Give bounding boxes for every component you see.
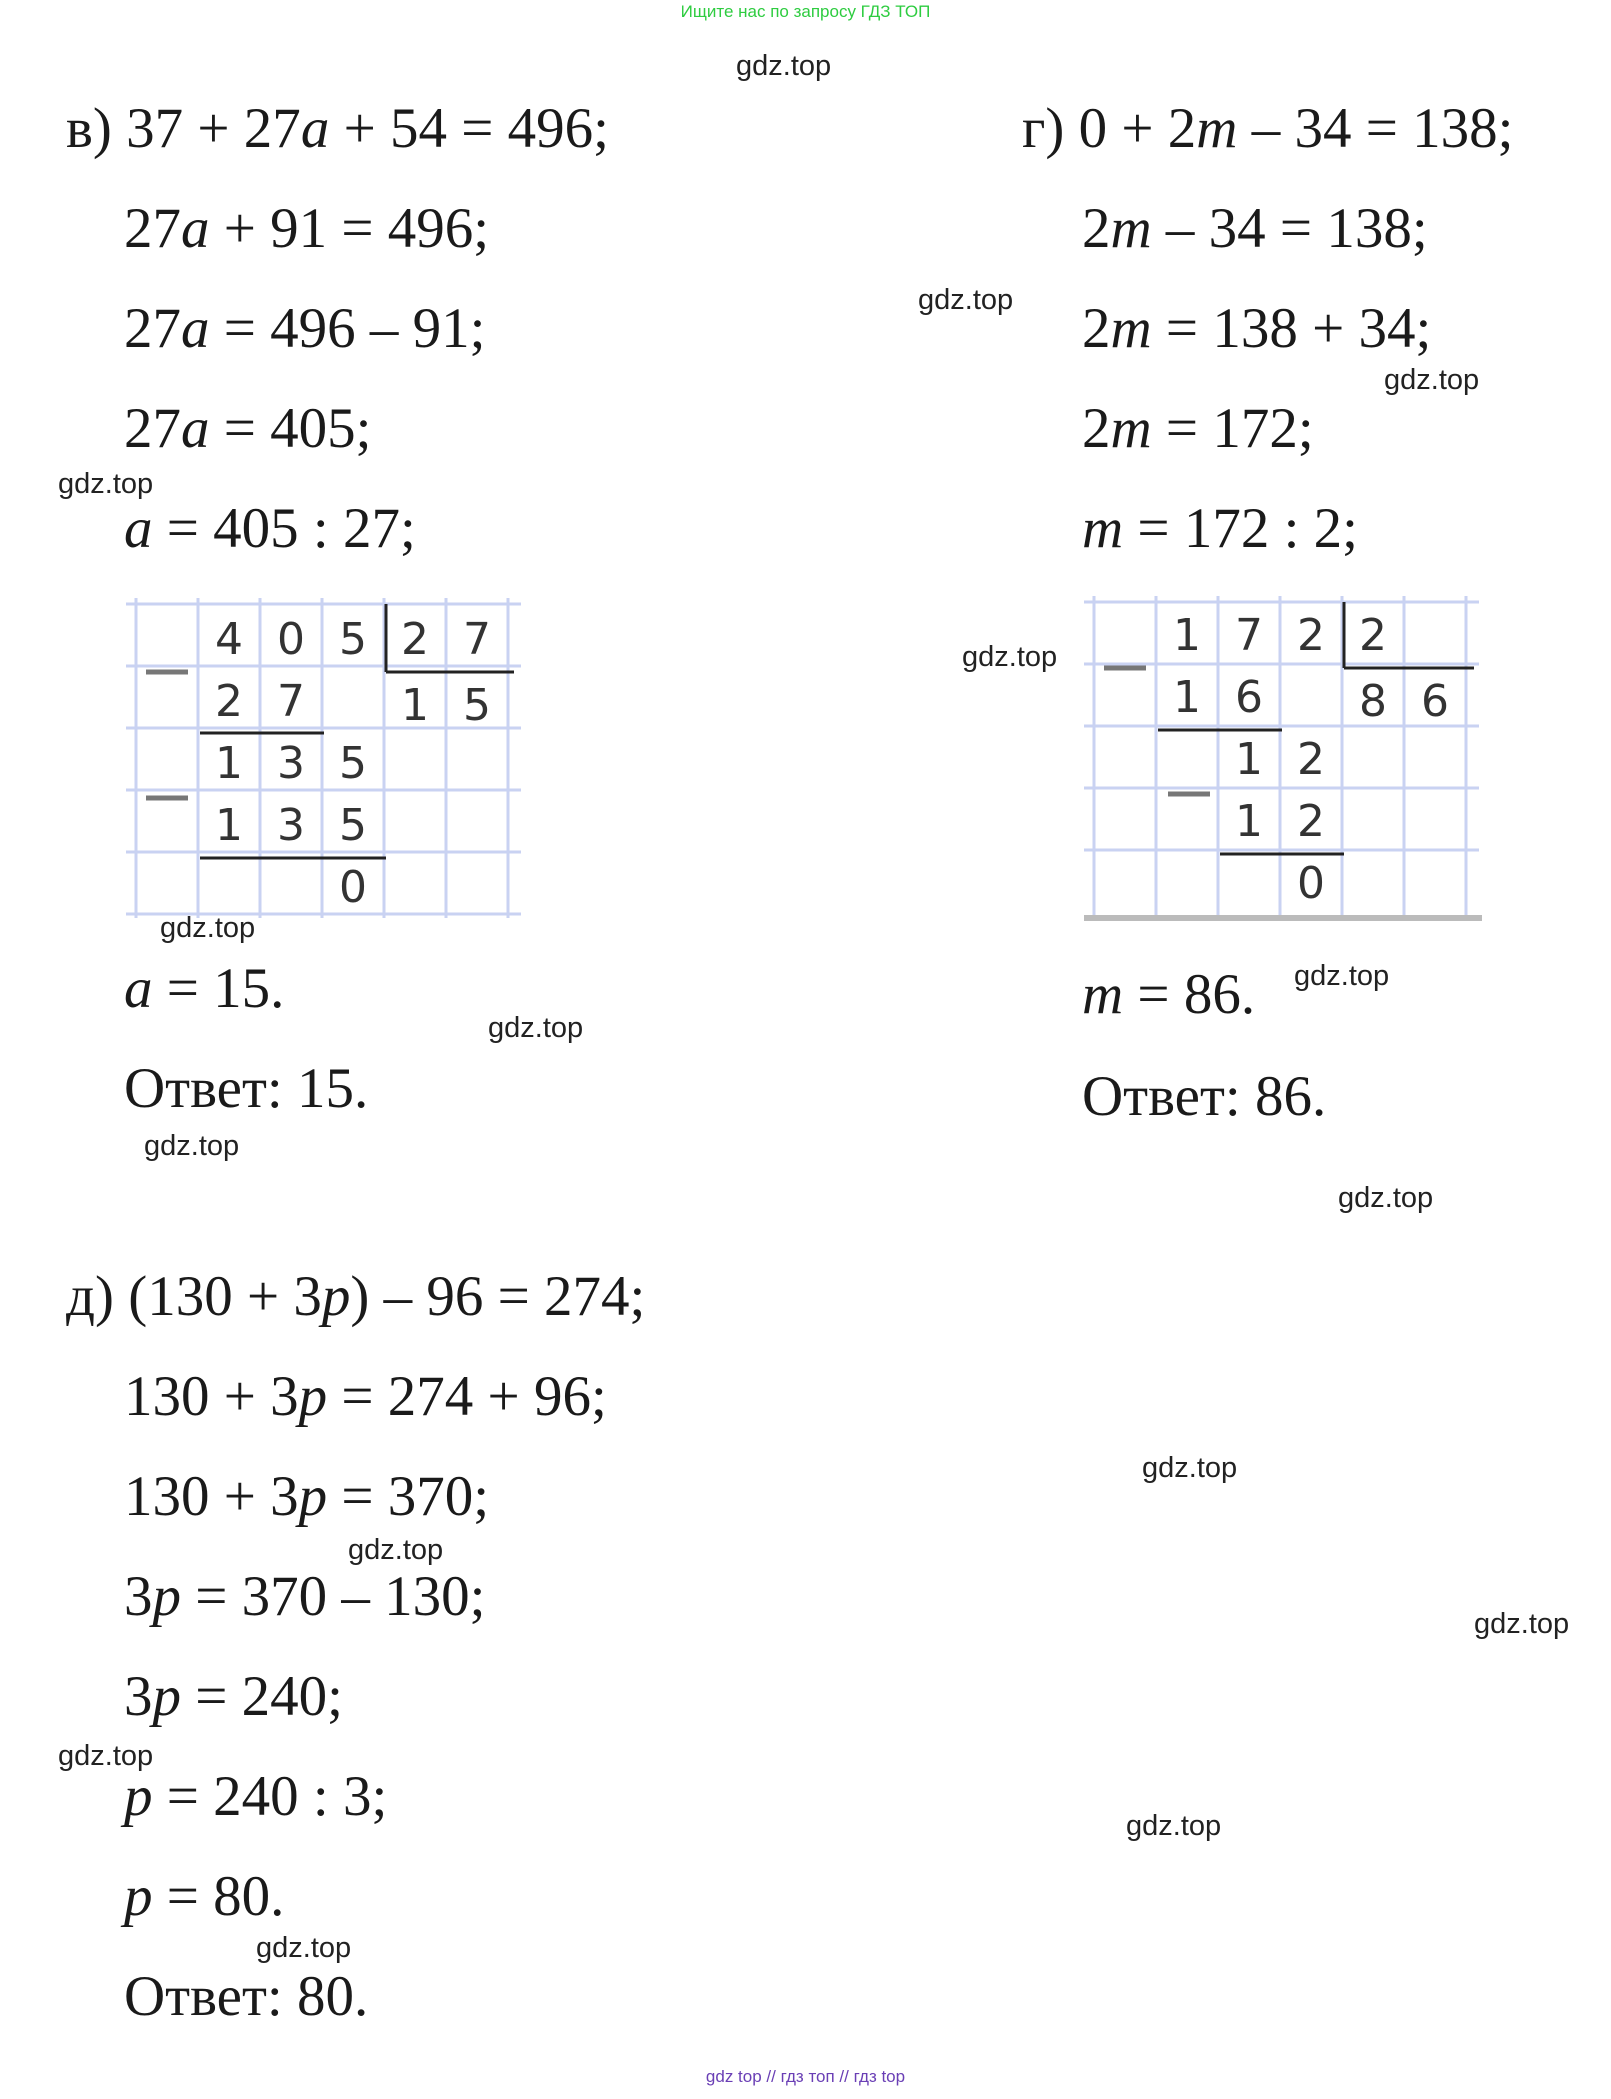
svg-text:1: 1 <box>401 680 429 731</box>
part-v-line-3: 27a = 496 – 91; <box>124 297 486 360</box>
watermark: gdz.top <box>160 912 256 944</box>
part-g-label: г) <box>1022 97 1065 160</box>
svg-text:7: 7 <box>277 676 305 727</box>
svg-text:7: 7 <box>1235 610 1263 661</box>
watermark: gdz.top <box>962 641 1058 673</box>
part-v-long-division <box>126 596 526 926</box>
svg-text:0: 0 <box>1297 858 1325 909</box>
watermark: gdz.top <box>58 468 154 500</box>
svg-text:1: 1 <box>215 800 243 851</box>
watermark: gdz.top <box>256 1932 352 1964</box>
watermark: gdz.top <box>736 50 832 82</box>
part-v-line-1: в) 37 + 27a + 54 = 496; <box>66 97 609 160</box>
part-d-line-7: p = 80. <box>124 1865 285 1928</box>
svg-text:2: 2 <box>1297 796 1325 847</box>
svg-text:2: 2 <box>401 614 429 665</box>
watermark: gdz.top <box>1474 1608 1570 1640</box>
part-d-label: д) <box>66 1265 114 1328</box>
top-banner: Ищите нас по запросу ГДЗ ТОП <box>680 2 931 21</box>
watermark: gdz.top <box>1384 364 1480 396</box>
svg-text:2: 2 <box>215 676 243 727</box>
svg-text:2: 2 <box>1297 610 1325 661</box>
svg-text:1: 1 <box>1235 796 1263 847</box>
svg-text:4: 4 <box>215 614 243 665</box>
svg-text:0: 0 <box>339 862 367 913</box>
part-v-line-5: a = 405 : 27; <box>124 497 416 560</box>
part-d-line-5: 3p = 240; <box>124 1665 343 1728</box>
svg-text:3: 3 <box>277 738 305 789</box>
svg-text:1: 1 <box>1235 734 1263 785</box>
watermark: gdz.top <box>1338 1182 1434 1214</box>
svg-text:5: 5 <box>463 680 491 731</box>
part-v-answer: Ответ: 15. <box>124 1057 369 1120</box>
part-g-answer: Ответ: 86. <box>1082 1065 1327 1128</box>
watermark: gdz.top <box>144 1130 240 1162</box>
svg-text:1: 1 <box>215 738 243 789</box>
watermark: gdz.top <box>1126 1810 1222 1842</box>
part-v-line-6: a = 15. <box>124 957 285 1020</box>
svg-text:6: 6 <box>1235 672 1263 723</box>
part-v-label: в) <box>66 97 112 160</box>
svg-text:5: 5 <box>339 800 367 851</box>
svg-text:5: 5 <box>339 614 367 665</box>
svg-text:3: 3 <box>277 800 305 851</box>
svg-text:7: 7 <box>463 614 491 665</box>
watermark: gdz.top <box>488 1012 584 1044</box>
part-g-line-6: m = 86. <box>1082 963 1256 1026</box>
part-g-line-4: 2m = 172; <box>1082 397 1314 460</box>
footer-text: gdz top // гдз топ // гдз top <box>705 2067 906 2086</box>
watermark: gdz.top <box>918 284 1014 316</box>
svg-text:5: 5 <box>339 738 367 789</box>
svg-text:1: 1 <box>1173 672 1201 723</box>
part-d-line-6: p = 240 : 3; <box>124 1765 388 1828</box>
part-g-long-division <box>1084 594 1484 929</box>
part-d-line-3: 130 + 3p = 370; <box>124 1465 490 1528</box>
part-g-line-2: 2m – 34 = 138; <box>1082 197 1428 260</box>
part-v-line-2: 27a + 91 = 496; <box>124 197 490 260</box>
part-v-line-4: 27a = 405; <box>124 397 372 460</box>
svg-text:6: 6 <box>1421 676 1449 727</box>
part-d-answer: Ответ: 80. <box>124 1965 369 2028</box>
watermark: gdz.top <box>58 1740 154 1772</box>
part-d-line-1: д) (130 + 3p) – 96 = 274; <box>66 1265 646 1328</box>
part-d-line-4: 3p = 370 – 130; <box>124 1565 486 1628</box>
watermark: gdz.top <box>1294 960 1390 992</box>
watermark: gdz.top <box>348 1534 444 1566</box>
part-g-line-1: г) 0 + 2m – 34 = 138; <box>1022 97 1514 160</box>
part-g-line-5: m = 172 : 2; <box>1082 497 1358 560</box>
part-g-line-3: 2m = 138 + 34; <box>1082 297 1432 360</box>
part-d-line-2: 130 + 3p = 274 + 96; <box>124 1365 607 1428</box>
watermark: gdz.top <box>1142 1452 1238 1484</box>
svg-text:0: 0 <box>277 614 305 665</box>
svg-text:2: 2 <box>1359 610 1387 661</box>
svg-text:8: 8 <box>1359 676 1387 727</box>
svg-text:2: 2 <box>1297 734 1325 785</box>
svg-text:1: 1 <box>1173 610 1201 661</box>
